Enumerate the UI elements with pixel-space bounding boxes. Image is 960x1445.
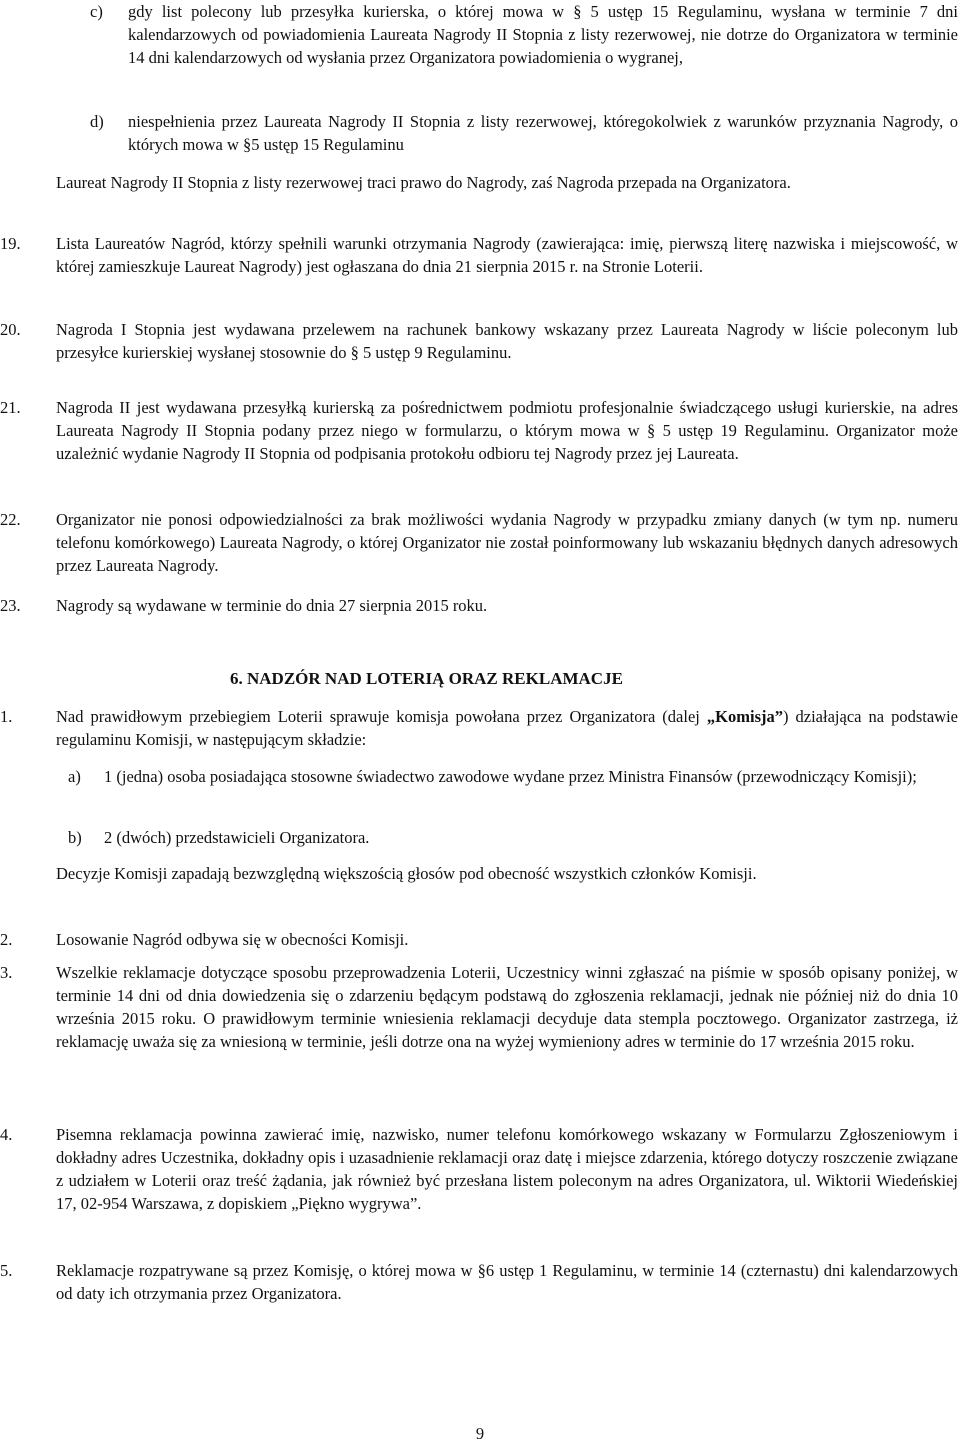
paragraph-decyzje — [56, 862, 958, 885]
section-point-3 — [0, 961, 958, 1053]
paragraph-text: Laureat Nagrody II Stopnia z listy rezerwowej traci prawo do Nagrody, zaś Nagroda przepada na Organizatora. — [56, 173, 791, 192]
item-label: d) — [90, 112, 104, 131]
point-23 — [0, 594, 958, 617]
point-number: 3. — [0, 963, 13, 982]
point-number: 1. — [0, 707, 13, 726]
point-number: 23. — [0, 596, 21, 615]
point-text: Lista Laureatów Nagród, którzy spełnili warunki otrzymania Nagrody (zawierająca: imię, pierwszą literę nazwiska i miejscowość, w której zamieszkuje Laureat Nagrody) jest ogłaszana do dnia 21 sierpnia 2015 r. na Stronie Loterii. — [56, 234, 958, 276]
point-22 — [0, 508, 958, 577]
item-text: gdy list polecony lub przesyłka kurierska, o której mowa w § 5 ustęp 15 Regulaminu, wysłana w terminie 7 dni kalendarzowych od powiadomienia Laureata Nagrody II Stopnia z listy rezerwowej, nie dotrze do Organizatora w terminie 14 dni kalendarzowych od wysłania przez Organizatora powiadomienia o wygranej, — [128, 2, 958, 67]
point-number: 20. — [0, 320, 21, 339]
point-text: Nagrody są wydawane w terminie do dnia 27 sierpnia 2015 roku. — [56, 596, 488, 615]
section-heading: 6. NADZÓR NAD LOTERIĄ ORAZ REKLAMACJE — [230, 669, 623, 688]
point-number: 19. — [0, 234, 21, 253]
point-number: 21. — [0, 398, 21, 417]
point-text-pre: Nad prawidłowym przebiegiem Loterii sprawuje komisja powołana przez Organizatora (dalej — [56, 707, 707, 726]
section-point-1 — [0, 705, 958, 751]
item-text: 2 (dwóch) przedstawicieli Organizatora. — [104, 828, 370, 847]
item-text: niespełnienia przez Laureata Nagrody II Stopnia z listy rezerwowej, któregokolwiek z warunków przyznania Nagrody, o których mowa w §5 ustęp 15 Regulaminu — [128, 112, 958, 154]
point-text: Wszelkie reklamacje dotyczące sposobu przeprowadzenia Loterii, Uczestnicy winni zgłaszać na piśmie w sposób opisany poniżej, w terminie 14 dni od dnia dowiedzenia się o zdarzeniu będącym podstawą do zgłoszenia reklamacji, jednak nie później niż do dnia 10 września 2015 roku. O prawidłowym terminie wniesienia reklamacji decyduje data stempla pocztowego. Organizator zastrzega, iż reklamację uważa się za wniesioną w terminie, jeśli dotrze ona na wyżej wymieniony adres w terminie do 17 września 2015 roku. — [56, 963, 958, 1051]
point-number: 22. — [0, 510, 21, 529]
point-text — [56, 705, 958, 751]
list-item-c — [90, 0, 958, 69]
list-item-a — [68, 765, 958, 788]
item-text: 1 (jedna) osoba posiadająca stosowne świadectwo zawodowe wydane przez Ministra Finansów (przewodniczący Komisji); — [104, 767, 917, 786]
item-label: a) — [68, 767, 81, 786]
point-text: Organizator nie ponosi odpowiedzialności za brak możliwości wydania Nagrody w przypadku zmiany danych (w tym np. numeru telefonu komórkowego) Laureata Nagrody, o której Organizator nie został poinformowany lub wskazaniu błędnych danych adresowych przez Laureata Nagrody. — [56, 510, 958, 575]
item-label: c) — [90, 2, 103, 21]
point-text: Reklamacje rozpatrywane są przez Komisję, o której mowa w §6 ustęp 1 Regulaminu, w terminie 14 (czternastu) dni kalendarzowych od daty ich otrzymania przez Organizatora. — [56, 1261, 958, 1303]
section-point-4 — [0, 1123, 958, 1215]
point-text-post: ) działająca na podstawie regulaminu Komisji, w następującym składzie: — [56, 707, 958, 749]
point-20 — [0, 318, 958, 364]
point-19 — [0, 232, 958, 278]
list-item-d — [90, 110, 958, 156]
komisja-term: „Komisja” — [706, 707, 783, 726]
point-text: Pisemna reklamacja powinna zawierać imię, nazwisko, numer telefonu komórkowego wskazany w Formularzu Zgłoszeniowym i dokładny adres Uczestnika, dokładny opis i uzasadnienie reklamacji oraz datę i miejsce zdarzenia, którego dotyczy roszczenie związane z udziałem w Loterii oraz treść żądania, jak również być przesłana listem poleconym na adres Organizatora, ul. Wiktorii Wiedeńskiej 17, 02-954 Warszawa, z dopiskiem „Piękno wygrywa”. — [56, 1125, 958, 1213]
section-point-5 — [0, 1259, 958, 1305]
paragraph-text: Decyzje Komisji zapadają bezwzględną większością głosów pod obecność wszystkich członków Komisji. — [56, 864, 757, 883]
point-text: Losowanie Nagród odbywa się w obecności Komisji. — [56, 930, 409, 949]
item-label: b) — [68, 828, 82, 847]
list-item-b — [68, 826, 958, 849]
point-number: 2. — [0, 930, 13, 949]
point-21 — [0, 396, 958, 465]
paragraph-laureat — [56, 171, 958, 194]
point-number: 5. — [0, 1261, 13, 1280]
page-number: 9 — [475, 1424, 485, 1443]
section-point-2 — [0, 928, 958, 951]
point-text: Nagroda II jest wydawana przesyłką kurierską za pośrednictwem podmiotu profesjonalnie świadczącego usługi kurierskie, na adres Laureata Nagrody II Stopnia podany przez niego w formularzu, o którym mowa w § 5 ustęp 19 Regulaminu. Organizator może uzależnić wydanie Nagrody II Stopnia od podpisania protokołu odbioru tej Nagrody przez jej Laureata. — [56, 398, 958, 463]
point-number: 4. — [0, 1125, 13, 1144]
point-text: Nagroda I Stopnia jest wydawana przelewem na rachunek bankowy wskazany przez Laureata Nagrody w liście poleconym lub przesyłce kurierskiej wysłanej stosownie do § 5 ustęp 9 Regulaminu. — [56, 320, 958, 362]
